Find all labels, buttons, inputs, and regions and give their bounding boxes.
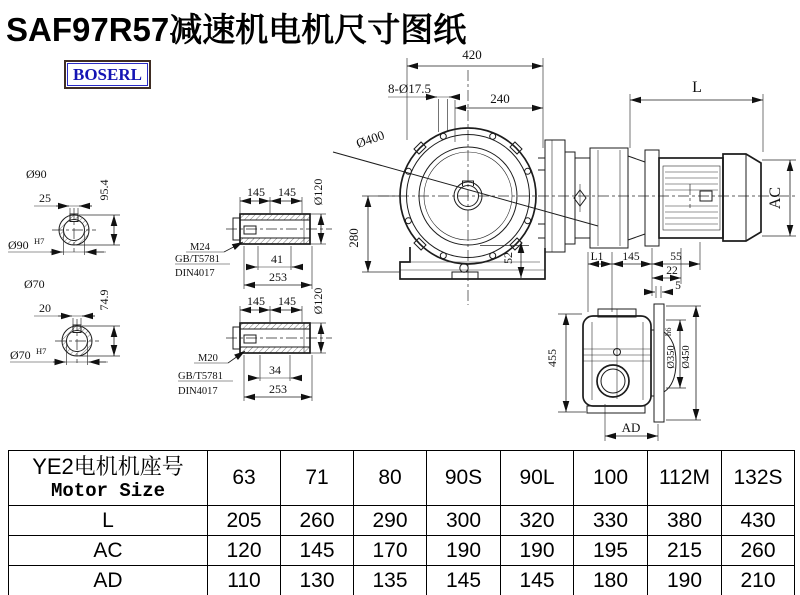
table-cell: 135 (354, 566, 427, 595)
table-cell: 430 (722, 506, 795, 536)
table-cell: 110 (208, 566, 281, 595)
front-view-dimensions (346, 47, 543, 278)
table-cell: 190 (648, 566, 722, 595)
fan-cover (723, 154, 761, 241)
table-cell: 180 (574, 566, 648, 595)
shaft-side-m20 (178, 288, 332, 401)
table-cell: 260 (722, 536, 795, 566)
m20-dim-145b: 145 (278, 294, 296, 308)
dim-350-tolerance: h6 (663, 327, 673, 336)
m20-std2-label: DIN4017 (178, 386, 218, 397)
table-cell: 145 (501, 566, 574, 595)
motor (659, 154, 761, 241)
col-header: 112M (648, 451, 722, 506)
table-cell: 260 (281, 506, 354, 536)
dim-280-label: 280 (346, 228, 361, 248)
m24-dim-145b: 145 (278, 185, 296, 199)
shaft90-bore-tolerance: H7 (34, 236, 45, 246)
table-cell: 205 (208, 506, 281, 536)
table-cell: 215 (648, 536, 722, 566)
motor-size-header-cell (9, 451, 208, 506)
dim-145-label: 145 (622, 251, 640, 263)
table-cell: 320 (501, 506, 574, 536)
table-cell: 380 (648, 506, 722, 536)
shaft90-bore-label: Ø90 (8, 238, 29, 252)
col-header: 63 (208, 451, 281, 506)
m20-std1-label: GB/T5781 (178, 371, 223, 382)
side-view (565, 148, 761, 248)
brand-logo-text: BOSERL (67, 63, 148, 86)
shaft90-key-height: 95.4 (97, 179, 111, 201)
table-cell: 145 (427, 566, 501, 595)
col-header: 132S (722, 451, 795, 506)
m20-dia-120: Ø120 (311, 287, 325, 315)
dim-AC-label: AC (767, 186, 784, 210)
shaft70-key-width: 20 (39, 301, 51, 315)
dim-450-label: Ø450 (681, 345, 692, 369)
dim-455-label: 455 (545, 349, 559, 367)
dim-bolt-holes-label: 8-Ø17.5 (388, 81, 431, 96)
motor-fins (665, 172, 718, 224)
row-label: AD (9, 566, 208, 595)
table-cell: 145 (281, 536, 354, 566)
shaft-side-m24 (175, 179, 332, 289)
dim-52-label: 52 (501, 252, 515, 264)
table-row-L (9, 506, 795, 536)
dim-55-label: 55 (670, 251, 682, 263)
motor-size-header-cn: YE2电机机座号 (32, 453, 184, 479)
table-cell: 300 (427, 506, 501, 536)
page-title: SAF97R57减速机电机尺寸图纸 (6, 11, 467, 48)
m20-dim-145a: 145 (247, 294, 265, 308)
table-cell: 195 (574, 536, 648, 566)
shaft-section-90 (8, 167, 120, 255)
table-cell: 170 (354, 536, 427, 566)
m24-dim-145a: 145 (247, 185, 265, 199)
m20-dim-253: 253 (269, 382, 287, 396)
motor-size-header-en: Motor Size (50, 479, 166, 502)
motor-dimension-table (8, 450, 795, 595)
dim-420-label: 420 (462, 47, 482, 62)
dim-400-label: Ø400 (354, 127, 387, 151)
m24-std2-label: DIN4017 (175, 268, 215, 279)
col-header: 90L (501, 451, 574, 506)
table-row-AC (9, 536, 795, 566)
shaft90-key-width: 25 (39, 191, 51, 205)
dim-L1-label: L1 (590, 251, 604, 263)
m20-thread-label: M20 (198, 353, 218, 364)
col-header: 100 (574, 451, 648, 506)
dim-240-label: 240 (490, 91, 510, 106)
shaft70-dia-label: Ø70 (24, 277, 45, 291)
rear-view (583, 304, 676, 422)
dim-22-label: 22 (666, 265, 678, 277)
table-cell: 210 (722, 566, 795, 595)
table-row-AD (9, 566, 795, 595)
table-cell: 120 (208, 536, 281, 566)
side-view-dimensions (588, 79, 796, 312)
table-cell: 190 (501, 536, 574, 566)
table-header-row (9, 451, 795, 506)
table-cell: 130 (281, 566, 354, 595)
table-cell: 290 (354, 506, 427, 536)
m24-std1-label: GB/T5781 (175, 254, 220, 265)
dim-L-label: L (692, 79, 702, 96)
row-label: AC (9, 536, 208, 566)
m24-thread-label: M24 (190, 242, 210, 253)
m20-dim-34: 34 (269, 363, 281, 377)
row-label: L (9, 506, 208, 536)
col-header: 71 (281, 451, 354, 506)
shaft70-key-height: 74.9 (97, 289, 111, 311)
dim-5-label: 5 (675, 280, 681, 292)
dim-AD-label: AD (621, 420, 641, 435)
col-header: 80 (354, 451, 427, 506)
shaft70-bore-label: Ø70 (10, 348, 31, 362)
table-cell: 330 (574, 506, 648, 536)
m24-dim-41: 41 (271, 252, 283, 266)
table-cell: 190 (427, 536, 501, 566)
m24-dia-120: Ø120 (311, 178, 325, 206)
shaft90-dia-label: Ø90 (26, 167, 47, 181)
dim-350-label: Ø350 (666, 345, 677, 369)
shaft-section-70 (10, 277, 120, 365)
col-header: 90S (427, 451, 501, 506)
shaft70-bore-tolerance: H7 (36, 346, 47, 356)
m24-dim-253: 253 (269, 270, 287, 284)
